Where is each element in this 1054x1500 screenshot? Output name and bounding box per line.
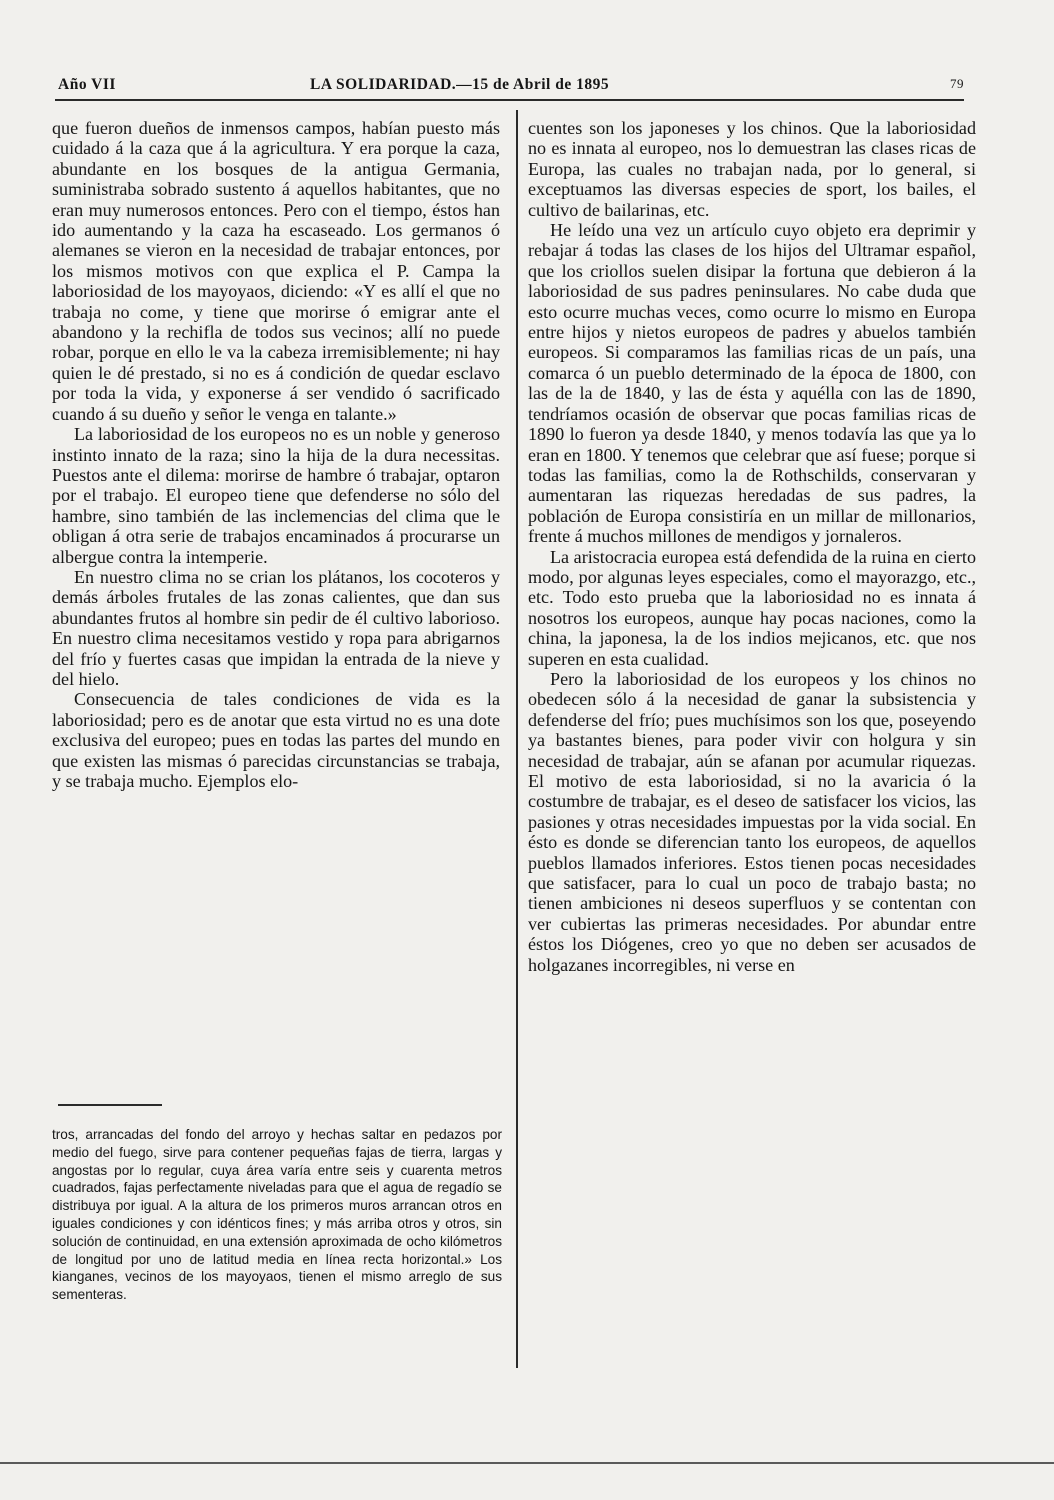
paragraph: He leído una vez un artículo cuyo objeto era deprimir y rebajar á todas las clases de los hijos del Ultramar español, que los criollos suelen disipar la fortuna que debieron á la laboriosidad de sus padres peninsulares. No cabe duda que esto ocurre muchas veces, como ocurre lo mismo en Europa entre hijos y nietos europeos de padres y abuelos también europeos. Si comparamos las familias ricas de un país, una comarca ó un pueblo determinado de la época de 1800, con las de la de 1840, y las de ésta y aquélla con las de 1890, tendríamos ocasión de observar que pocas familias ricas de 1890 lo fueron ya desde 1840, y menos todavía las que ya lo eran en 1800. Y tenemos que celebrar que así fuese; porque si todas las familias, como la de Rothschilds, conservaran y aumentaran las riquezas heredadas de sus padres, la población de Europa consistiría en un millar de millonarios, frente á muchos millones de mendigos y jornaleros.: [528, 220, 976, 547]
page-number: 79: [950, 76, 964, 91]
column-divider: [516, 110, 518, 1368]
page-bottom-edge: [0, 1462, 1054, 1464]
paragraph: La aristocracia europea está defendida de la ruina en cierto modo, por algunas leyes especiales, como el mayorazgo, etc., etc. Todo esto prueba que la laboriosidad no es innata á nosotros los europeos, aunque hay pocas naciones, como la china, la japonesa, la de los indios mejicanos, etc. que nos superen en esta cualidad.: [528, 546, 976, 669]
paragraph: En nuestro clima no se crian los plátanos, los cocoteros y demás árboles frutales de las zonas calientes, que dan sus abundantes frutos al hombre sin pedir de él cultivo laborioso. En nuestro clima necesitamos vestido y ropa para abrigarnos del frío y fuertes casas que impidan la entrada de la nieve y del hielo.: [52, 566, 500, 689]
left-column: [52, 118, 500, 791]
page-header: [58, 76, 964, 98]
header-year: Año VII: [58, 76, 116, 93]
footnote: tros, arrancadas del fondo del arroyo y hechas saltar en pedazos por medio del fuego, sirve para contener pequeñas fajas de tierra, largas y angostas por lo regular, cuya área varía entre seis y cuarenta metros cuadrados, fajas perfectamente niveladas para que el agua de regadío se distribuya por igual. A la altura de los primeros muros arrancan otros en iguales condiciones y con idénticos fines; y más arriba otros y otros, sin solución de continuidad, en una extensión aproximada de ocho kilómetros de longitud por uno de latitud media en línea recta horizontal.» Los kianganes, vecinos de los mayoyaos, tienen el mismo arreglo de sus sementeras.: [52, 1127, 502, 1303]
header-rule: [55, 99, 964, 101]
paragraph: que fueron dueños de inmensos campos, habían puesto más cuidado á la caza que á la agricultura. Y era porque la caza, abundante en los bosques de la antigua Germania, suministraba sobrado sustento á aquellos habitantes, que no eran muy numerosos entonces. Pero con el tiempo, éstos han ido aumentando y la caza ha escaseado. Los germanos ó alemanes se vieron en la necesidad de trabajar entonces, por los mismos motivos con que explica el P. Campa la laboriosidad de los mayoyaos, diciendo: «Y es allí el que no trabaja no come, y tiene que morirse ó emigrar ante el abandono y la rechifla de todos sus vecinos; allí no puede robar, porque en ello le va la cabeza irremisiblemente; ni hay quien le dé prestado, si no es á condición de quedar esclavo por toda la vida, y exponerse á ser vendido ó sacrificado cuando á su dueño y señor le venga en talante.»: [52, 118, 500, 424]
paragraph: La laboriosidad de los europeos no es un noble y generoso instinto innato de la raza; sino la hija de la dura necessitas. Puestos ante el dilema: morirse de hambre ó trabajar, optaron por el trabajo. El europeo tiene que defenderse no sólo del hambre, sino también de las inclemencias del clima que le obligan á otra serie de trabajos encaminados á procurarse un albergue contra la intemperie.: [52, 424, 500, 567]
footnote-rule: [58, 1104, 162, 1106]
header-title-date: LA SOLIDARIDAD.—15 de Abril de 1895: [310, 76, 610, 93]
paragraph: Pero la laboriosidad de los europeos y los chinos no obedecen sólo á la necesidad de ganar la subsistencia y defenderse del frío; pues muchísimos son los que, poseyendo ya bastantes bienes, para poder vivir con holgura y sin necesidad de trabajar, aún se afanan por acumular riquezas. El motivo de esta laboriosidad, si no la avaricia ó la costumbre de trabajar, es el deseo de satisfacer los vicios, las pasiones y otras necesidades impuestas por la vida social. En ésto es donde se diferencian tanto los europeos, de aquellos pueblos llamados inferiores. Estos tienen pocas necesidades que satisfacer, para lo cual un poco de trabajo basta; no tienen ambiciones ni deseos superfluos y se contentan con ver cubiertas las primeras necesidades. Por abundar entre éstos los Diógenes, creo yo que no deben ser acusados de holgazanes incorregibles, ni verse en: [528, 668, 976, 975]
paragraph: Consecuencia de tales condiciones de vida es la laboriosidad; pero es de anotar que esta virtud no es una dote exclusiva del europeo; pues en todas las partes del mundo en que existen las mismas ó parecidas circunstancias se trabaja, y se trabaja mucho. Ejemplos elo-: [52, 689, 500, 791]
paragraph: cuentes son los japoneses y los chinos. Que la laboriosidad no es innata al europeo, nos lo demuestran las clases ricas de Europa, las cuales no trabajan nada, por lo general, si exceptuamos las diversas especies de sport, los bailes, el cultivo de bailarinas, etc.: [528, 118, 976, 220]
right-column: [528, 118, 976, 975]
